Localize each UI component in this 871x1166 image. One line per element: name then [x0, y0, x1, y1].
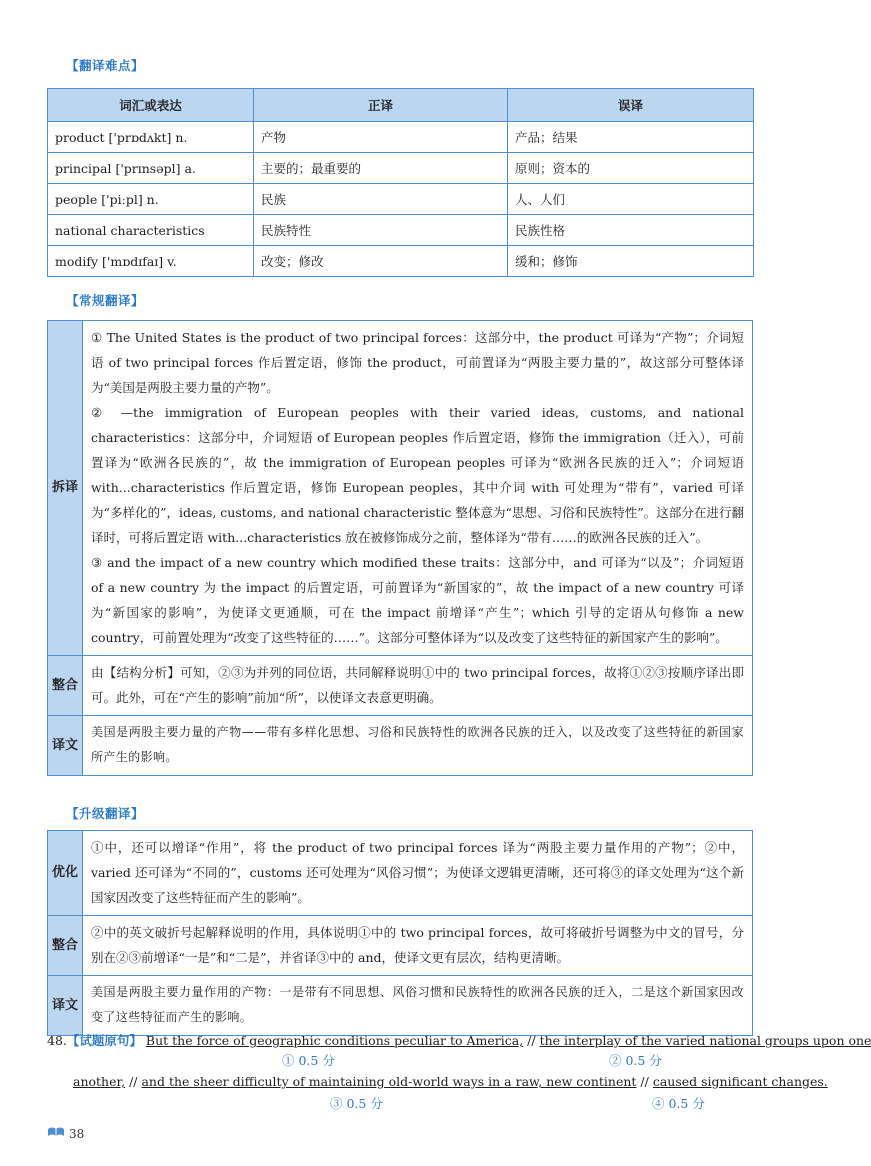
- term-cell: modify ['mɒdɪfaɪ] v.: [48, 246, 254, 277]
- segment-2-cont: another,: [73, 1074, 126, 1089]
- optimize-label: 优化: [48, 831, 83, 915]
- merge-label: 整合: [48, 916, 83, 975]
- wrong-cell: 人、人们: [508, 184, 754, 215]
- upgrade-translation-box: [47, 830, 753, 1036]
- segment-1: But the force of geographic conditions peculiar to America,: [145, 1033, 524, 1048]
- merge-row: [48, 655, 752, 715]
- merge-content: ②中的英文破折号起解释说明的作用，具体说明①中的 two principal forces，故可将破折号调整为中文的冒号，分别在②③前增译“一是”和“二是”，并省译③中的 and，使译文更有层次，结构更清晰。: [91, 925, 744, 965]
- question-tag: 【试题原句】: [66, 1033, 142, 1048]
- score-2: ② 0.5 分: [609, 1053, 662, 1068]
- table-row: [48, 153, 754, 184]
- wrong-cell: 缓和；修饰: [508, 246, 754, 277]
- result-label: 译文: [48, 976, 83, 1035]
- question-line-2: [73, 1074, 828, 1089]
- table-header-row: [48, 89, 754, 122]
- split-paragraph-2: ② —the immigration of European peoples with their varied ideas, customs, and national characteristics：这部分中，介词短语 of European peoples 作后置定语，修饰 the immigration（迁入），可前置译为“欧洲各民族的”，故 the immigration of European peoples 可译为“欧洲各民族的迁入”；介词短语 with...characteristics 作后置定语，修饰 European peoples，其中介词 with 可处理为“带有”，varied 可译为“多样化的”，ideas, customs, and national characteristic 整体意为“思想、习俗和民族特性”。这部分在进行翻译时，可将后置定语 with...characteristics 放在被修饰成分之前，整体译为“带有……的欧洲各民族的迁入”。: [91, 405, 744, 545]
- section-heading-difficulty: 【翻译难点】: [66, 58, 145, 73]
- score-3: ③ 0.5 分: [330, 1096, 383, 1111]
- correct-cell: 民族: [254, 184, 508, 215]
- separator: //: [129, 1074, 138, 1089]
- section-heading-upgrade: 【升级翻译】: [66, 806, 145, 821]
- term-cell: principal ['prɪnsəpl] a.: [48, 153, 254, 184]
- merge-content: 由【结构分析】可知，②③为并列的同位语，共同解释说明①中的 two principal forces，故将①②③按顺序译出即可。此外，可在“产生的影响”前加“所”，以使译文表意更明确。: [91, 665, 744, 705]
- regular-translation-box: [47, 320, 753, 776]
- term-cell: national characteristics: [48, 215, 254, 246]
- column-header: 误译: [508, 89, 754, 122]
- wrong-cell: 原则；资本的: [508, 153, 754, 184]
- correct-cell: 主要的；最重要的: [254, 153, 508, 184]
- table-row: [48, 184, 754, 215]
- book-icon: [47, 1126, 65, 1141]
- split-row: [48, 321, 752, 655]
- term-cell: people ['piːpl] n.: [48, 184, 254, 215]
- segment-3: and the sheer difficulty of maintaining old-world ways in a raw, new continent: [141, 1074, 637, 1089]
- split-label: 拆译: [48, 321, 83, 655]
- page-number: 38: [69, 1126, 85, 1141]
- correct-cell: 民族特性: [254, 215, 508, 246]
- column-header: 词汇或表达: [48, 89, 254, 122]
- table-row: [48, 215, 754, 246]
- correct-cell: 改变；修改: [254, 246, 508, 277]
- wrong-cell: 产品；结果: [508, 122, 754, 153]
- wrong-cell: 民族性格: [508, 215, 754, 246]
- separator: //: [527, 1033, 536, 1048]
- question-number: 48.: [47, 1033, 67, 1048]
- term-cell: product ['prɒdʌkt] n.: [48, 122, 254, 153]
- result-row: [48, 975, 752, 1035]
- separator: //: [640, 1074, 649, 1089]
- result-row: [48, 715, 752, 775]
- optimize-row: [48, 831, 752, 915]
- merge-label: 整合: [48, 656, 83, 715]
- vocab-table: [47, 88, 754, 277]
- score-1: ① 0.5 分: [282, 1053, 335, 1068]
- merge-row: [48, 915, 752, 975]
- table-row: [48, 246, 754, 277]
- split-paragraph-1: ① The United States is the product of two principal forces：这部分中，the product 可译为“产物”；介词短语 of two principal forces 作后置定语，修饰 the product，可前置译为“两股主要力量的”，故这部分可整体译为“美国是两股主要力量的产物”。: [91, 330, 744, 395]
- score-4: ④ 0.5 分: [652, 1096, 705, 1111]
- split-paragraph-3: ③ and the impact of a new country which modified these traits：这部分中，and 可译为“以及”；介词短语 of a new country 为 the impact 的后置定语，可前置译为“新国家的”，故 the impact of a new country 可译为“新国家的影响”，为使译文更通顺，可在 the impact 前增译“产生”；which 引导的定语从句修饰 a new country，可前置处理为“改变了这些特征的……”。这部分可整体译为“以及改变了这些特征的新国家产生的影响”。: [91, 555, 744, 645]
- correct-cell: 产物: [254, 122, 508, 153]
- result-content: 美国是两股主要力量作用的产物：一是带有不同思想、风俗习惯和民族特性的欧洲各民族的迁入，二是这个新国家因改变了这些特征而产生的影响。: [91, 985, 744, 1024]
- question-line-1: [47, 1031, 871, 1049]
- segment-2: the interplay of the varied national groups upon one: [539, 1033, 871, 1048]
- optimize-content: ①中，还可以增译“作用”，将 the product of two principal forces 译为“两股主要力量作用的产物”；②中，varied 还可译为“不同的”，customs 还可处理为“风俗习惯”；为使译文逻辑更清晰，还可将③的译文处理为“这个新国家因改变了这些特征而产生的影响”。: [91, 840, 744, 905]
- result-content: 美国是两股主要力量的产物——带有多样化思想、习俗和民族特性的欧洲各民族的迁入，以及改变了这些特征的新国家所产生的影响。: [91, 725, 744, 764]
- column-header: 正译: [254, 89, 508, 122]
- result-label: 译文: [48, 716, 83, 775]
- segment-4: caused significant changes.: [652, 1074, 828, 1089]
- table-row: [48, 122, 754, 153]
- page-footer: [47, 1126, 84, 1141]
- section-heading-regular: 【常规翻译】: [66, 293, 145, 308]
- split-content: [83, 321, 752, 655]
